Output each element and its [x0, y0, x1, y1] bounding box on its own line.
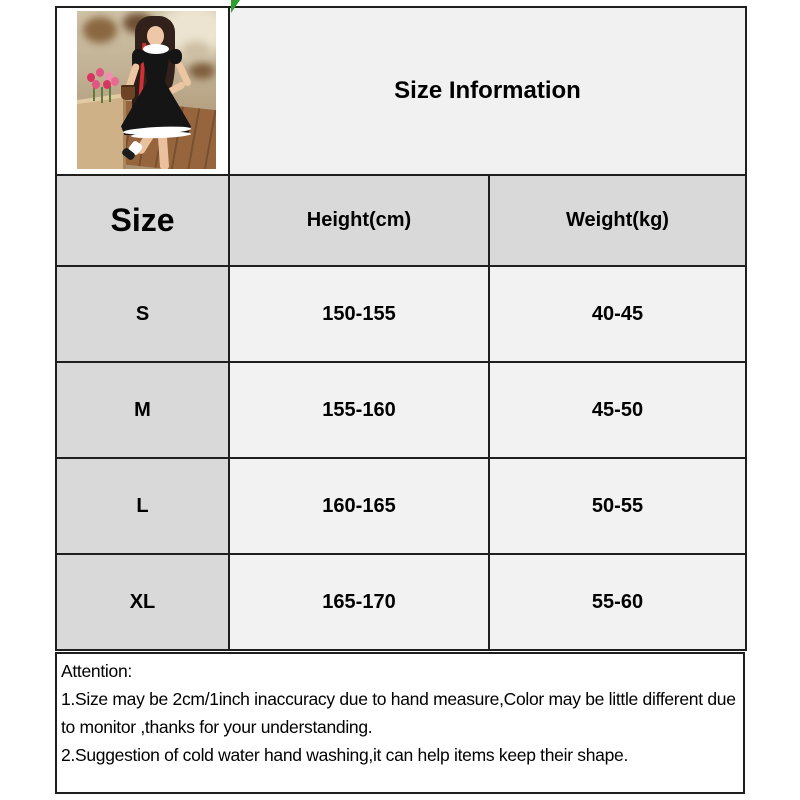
photo-flower-stem — [101, 87, 103, 103]
photo-shelf-blob — [83, 17, 117, 43]
photo-dress-sleeve — [169, 49, 182, 64]
column-header-row — [56, 175, 746, 266]
weight-value: 50-55 — [489, 458, 746, 554]
height-value: 165-170 — [229, 554, 489, 650]
size-label: S — [56, 266, 229, 362]
col-header-height: Height(cm) — [229, 175, 489, 266]
weight-value: 45-50 — [489, 362, 746, 458]
attention-note-1: 1.Size may be 2cm/1inch inaccuracy due to hand measure,Color may be little different due to monitor ,thanks for your understanding. — [61, 689, 736, 737]
weight-value: 55-60 — [489, 554, 746, 650]
photo-title-row — [56, 7, 746, 175]
product-photo-art — [77, 11, 216, 169]
photo-bucket — [121, 85, 135, 100]
weight-value: 40-45 — [489, 266, 746, 362]
title-cell — [229, 7, 746, 175]
green-corner-marker-icon — [231, 0, 240, 13]
size-table — [55, 6, 747, 651]
size-label: XL — [56, 554, 229, 650]
photo-shelf-blob — [181, 41, 211, 63]
size-label: L — [56, 458, 229, 554]
attention-note-2: 2.Suggestion of cold water hand washing,it can help items keep their shape. — [61, 745, 629, 765]
size-row-xl — [56, 554, 746, 650]
height-value: 155-160 — [229, 362, 489, 458]
height-value: 160-165 — [229, 458, 489, 554]
attention-box — [55, 652, 745, 794]
product-photo-cell — [56, 7, 229, 175]
photo-flower — [103, 80, 111, 89]
photo-model-face — [147, 26, 164, 46]
photo-dress-sleeve — [132, 49, 145, 64]
size-row-m — [56, 362, 746, 458]
height-value: 150-155 — [229, 266, 489, 362]
photo-shelf-blob — [189, 63, 215, 79]
col-header-size: Size — [56, 175, 229, 266]
photo-counter — [77, 93, 126, 169]
size-label: M — [56, 362, 229, 458]
photo-flower-stem — [109, 86, 111, 102]
size-row-l — [56, 458, 746, 554]
photo-flower — [92, 80, 100, 89]
photo-lace-collar — [143, 44, 169, 54]
size-table-wrapper — [55, 6, 747, 651]
photo-flower — [111, 77, 119, 86]
page-title: Size Information — [394, 77, 581, 104]
size-row-s — [56, 266, 746, 362]
attention-title: Attention: — [61, 661, 132, 681]
col-header-weight: Weight(kg) — [489, 175, 746, 266]
photo-flower — [96, 68, 104, 77]
product-photo — [57, 9, 226, 173]
